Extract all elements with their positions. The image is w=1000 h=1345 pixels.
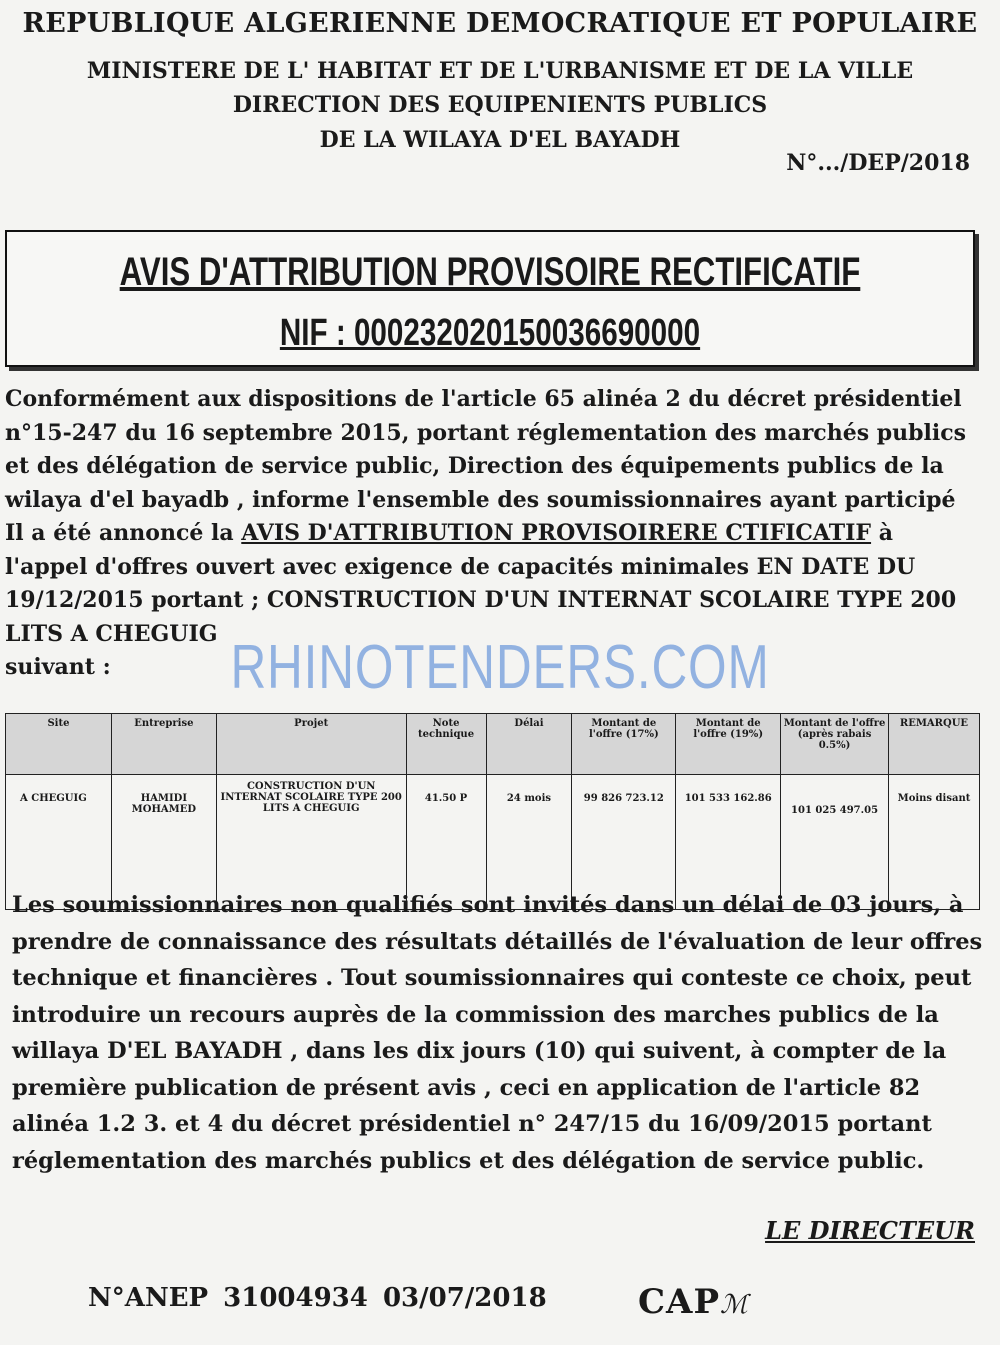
cap-logo xyxy=(638,1282,749,1322)
table-header: Entreprise xyxy=(111,714,216,775)
table-header: REMARQUE xyxy=(888,714,979,775)
notice-title: AVIS D'ATTRIBUTION PROVISOIRE RECTIFICATIF xyxy=(119,250,861,294)
anep-number: 31004934 xyxy=(223,1283,368,1313)
table-header: Montant de l'offre (après rabais 0.5%) xyxy=(781,714,889,775)
anep-footer xyxy=(88,1283,547,1313)
table-cell-montant-rabais: 101 025 497.05 xyxy=(781,775,889,910)
logo-mark-icon: ℳ xyxy=(720,1290,749,1320)
table-header: Montant de l'offre (17%) xyxy=(572,714,676,775)
intro-text-after: à l'appel d'offres ouvert avec exigence de capacités minimales EN DATE DU 19/12/2015 portant ; CONSTRUCTION D'UN INTERNAT SCOLAIRE TYPE 200 LITS A CHEGUIG xyxy=(5,520,957,647)
header-wilaya: DE LA WILAYA D'EL BAYADH xyxy=(319,127,681,153)
header-ministry: MINISTERE DE L' HABITAT ET DE L'URBANISME ET DE LA VILLE xyxy=(86,58,914,84)
intro-underlined: AVIS D'ATTRIBUTION PROVISOIRERE CTIFICATIF xyxy=(241,520,872,546)
table-header: Site xyxy=(6,714,112,775)
watermark: RHINOTENDERS.COM xyxy=(230,633,770,702)
nif-number: NIF : 000232020150036690000 xyxy=(279,312,701,354)
cap-logo-text: CAP xyxy=(638,1282,721,1322)
table-header: Note technique xyxy=(406,714,486,775)
reference-number: N°.../DEP/2018 xyxy=(786,150,970,176)
results-table xyxy=(5,713,980,910)
table-header: Délai xyxy=(486,714,572,775)
header-republic: REPUBLIQUE ALGERIENNE DEMOCRATIQUE ET POPULAIRE xyxy=(22,8,978,39)
table-header-row xyxy=(6,714,980,775)
table-cell-entreprise: HAMIDI MOHAMED xyxy=(111,775,216,910)
table-cell-montant-17: 99 826 723.12 xyxy=(572,775,676,910)
closing-paragraph: Les soumissionnaires non qualifiés sont invités dans un délai de 03 jours, à prendre de connaissance des résultats détaillés de l'évaluation de leur offres technique et financières . Tout soumissionnaires qui conteste ce choix, peut introduire un recours auprès de la commission des marches publics de la willaya D'EL BAYADH , dans les dix jours (10) qui suivent, à compter de la première publication de présent avis , ceci en application de l'article 82 alinéa 1.2 3. et 4 du décret présidentiel n° 247/15 du 16/09/2015 portant réglementation des marchés publics et des délégation de service public. xyxy=(12,892,983,1174)
table-header: Montant de l'offre (19%) xyxy=(676,714,781,775)
anep-label: N°ANEP xyxy=(88,1283,209,1313)
table-cell-remarque: Moins disant xyxy=(888,775,979,910)
intro-text-before: Conformément aux dispositions de l'article 65 alinéa 2 du décret présidentiel n°15-247 du 16 septembre 2015, portant réglementation des marchés publics et des délégation de service public, Direction des équipements publics de la wilaya d'el bayadb , informe l'ensemble des soumissionnaires ayant participé Il a été annoncé la xyxy=(5,386,966,546)
table-cell-montant-19: 101 533 162.86 xyxy=(676,775,781,910)
title-box xyxy=(5,230,975,367)
signature: LE DIRECTEUR xyxy=(765,1216,975,1245)
table-cell-projet: CONSTRUCTION D'UN INTERNAT SCOLAIRE TYPE 200 LITS A CHEGUIG xyxy=(216,775,406,910)
table-cell-site: A CHEGUIG xyxy=(6,775,112,910)
table-header: Projet xyxy=(216,714,406,775)
header-direction: DIRECTION DES EQUIPENIENTS PUBLICS xyxy=(232,92,768,118)
table-cell-note: 41.50 P xyxy=(406,775,486,910)
table-cell-delai: 24 mois xyxy=(486,775,572,910)
anep-date: 03/07/2018 xyxy=(382,1283,547,1313)
intro-suivant: suivant : xyxy=(5,654,111,680)
